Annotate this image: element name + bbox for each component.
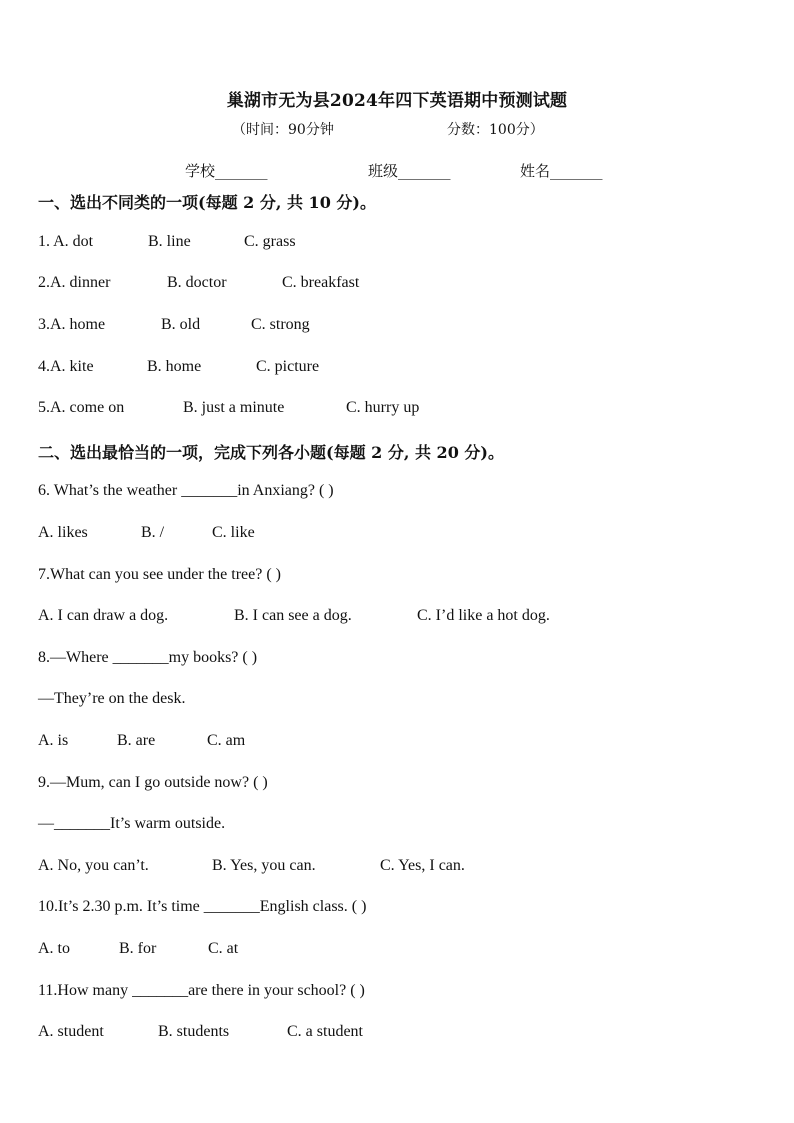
option-c: C. Yes, I can. — [380, 857, 465, 874]
option-c: C. a student — [287, 1023, 363, 1040]
question-2-options — [38, 274, 359, 292]
question-3-options — [38, 316, 310, 334]
exam-title: 巢湖市无为县2024年四下英语期中预测试题 — [226, 91, 568, 111]
option-b: B. are — [117, 732, 156, 749]
question-1-options — [38, 233, 296, 251]
option-b: B. / — [141, 524, 165, 541]
exam-subtitle — [232, 119, 544, 139]
option-a: A. likes — [38, 524, 88, 541]
option-c: C. breakfast — [282, 274, 360, 291]
option-b: B. Yes, you can. — [212, 857, 316, 874]
question-11-stem: 11.How many _______are there in your school? ( ) — [38, 982, 365, 999]
option-a: 4.A. kite — [38, 358, 94, 375]
class-field: 班级_______ — [368, 162, 451, 180]
option-c: C. hurry up — [346, 399, 420, 416]
option-b: B. old — [161, 316, 201, 333]
question-8-reply: —They’re on the desk. — [38, 690, 186, 707]
total-score: 分数：100分） — [447, 122, 544, 138]
section-heading-2: 二、选出最恰当的一项，完成下列各小题(每题 2 分, 共 20 分)。 — [38, 443, 504, 462]
question-7-options — [38, 607, 550, 625]
question-6-stem: 6. What’s the weather _______in Anxiang? ( ) — [38, 482, 334, 499]
option-c: C. strong — [251, 316, 310, 333]
option-a: 3.A. home — [38, 316, 106, 333]
question-4-options — [38, 358, 319, 376]
question-10-stem: 10.It’s 2.30 p.m. It’s time _______English class. ( ) — [38, 898, 367, 915]
school-field: 学校_______ — [185, 162, 268, 180]
option-a: A. No, you can’t. — [38, 857, 149, 874]
option-a: A. student — [38, 1023, 104, 1040]
option-a: 5.A. come on — [38, 399, 125, 416]
question-10-options — [38, 940, 238, 958]
question-11-options — [38, 1023, 363, 1041]
time-limit: （时间：90分钟 — [232, 122, 334, 138]
question-9-stem: 9.—Mum, can I go outside now? ( ) — [38, 774, 268, 791]
option-c: C. grass — [244, 233, 296, 250]
option-b: B. doctor — [167, 274, 227, 291]
option-b: B. for — [119, 940, 157, 957]
option-a: A. is — [38, 732, 69, 749]
question-9-options — [38, 857, 465, 875]
option-b: B. line — [148, 233, 191, 250]
name-field: 姓名_______ — [520, 162, 603, 180]
option-b: B. home — [147, 358, 202, 375]
question-6-options — [38, 524, 255, 542]
option-c: C. picture — [256, 358, 320, 375]
option-c: C. like — [212, 524, 255, 541]
question-8-options — [38, 732, 245, 750]
option-c: C. I’d like a hot dog. — [417, 607, 550, 624]
option-b: B. I can see a dog. — [234, 607, 352, 624]
question-8-stem: 8.—Where _______my books? ( ) — [38, 649, 258, 666]
question-9-reply: —_______It’s warm outside. — [38, 815, 226, 832]
question-7-stem: 7.What can you see under the tree? ( ) — [38, 566, 281, 583]
option-a: 1. A. dot — [38, 233, 94, 250]
option-b: B. students — [158, 1023, 230, 1040]
question-5-options — [38, 399, 419, 417]
option-b: B. just a minute — [183, 399, 285, 416]
option-c: C. at — [208, 940, 239, 957]
option-c: C. am — [207, 732, 246, 749]
option-a: A. to — [38, 940, 70, 957]
section-heading-1: 一、选出不同类的一项(每题 2 分, 共 10 分)。 — [38, 193, 376, 212]
option-a: A. I can draw a dog. — [38, 607, 169, 624]
option-a: 2.A. dinner — [38, 274, 111, 291]
